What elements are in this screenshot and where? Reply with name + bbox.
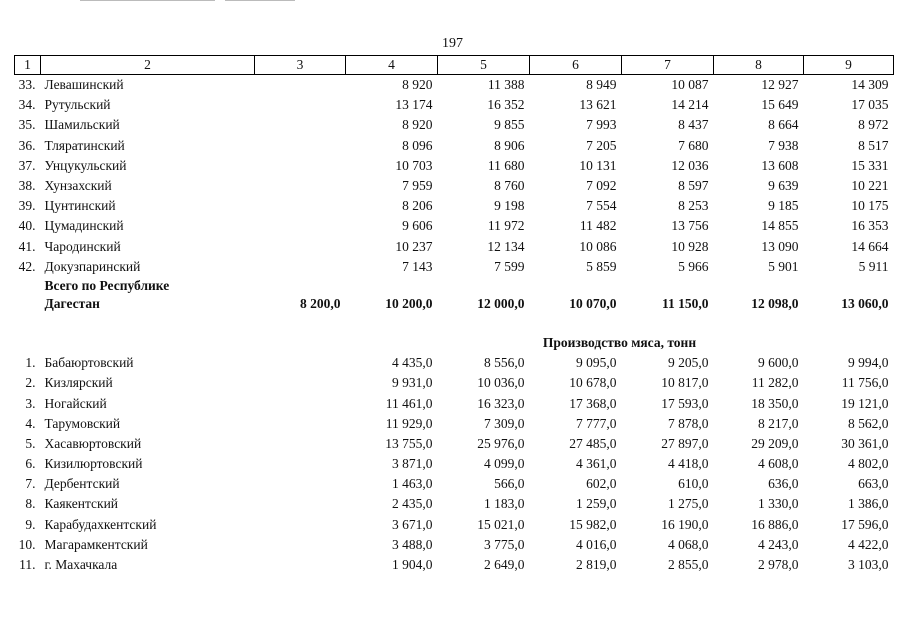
cell-value: 10 175 bbox=[851, 198, 889, 214]
cell-value: 4 422,0 bbox=[848, 536, 889, 552]
cell-value: 8 096 bbox=[402, 137, 433, 153]
header-col-8: 8 bbox=[714, 56, 804, 75]
cell-value: 27 485,0 bbox=[569, 435, 617, 451]
district-name: Бабаюртовский bbox=[44, 355, 134, 371]
cell-value: 11 680 bbox=[487, 157, 525, 173]
table-row bbox=[15, 237, 894, 257]
table-row bbox=[15, 494, 894, 514]
total-value: 10 200,0 bbox=[385, 295, 433, 311]
district-name: Кизлярский bbox=[44, 375, 113, 391]
cell-value: 9 994,0 bbox=[848, 355, 889, 371]
cell-value: 13 755,0 bbox=[385, 435, 433, 451]
table-row bbox=[15, 414, 894, 434]
cell-value: 5 859 bbox=[586, 258, 617, 274]
cell-value bbox=[255, 196, 346, 216]
cell-value: 11 461,0 bbox=[385, 395, 433, 411]
cell-value: 14 855 bbox=[761, 218, 799, 234]
total-row bbox=[15, 295, 894, 313]
district-name: Чародинский bbox=[44, 238, 121, 254]
district-name: Тарумовский bbox=[44, 415, 121, 431]
cell-value: 11 282,0 bbox=[751, 375, 799, 391]
row-index: 9. bbox=[25, 516, 36, 532]
cell-value: 10 928 bbox=[671, 238, 709, 254]
cell-value bbox=[255, 373, 346, 393]
cell-value: 8 437 bbox=[678, 117, 709, 133]
cell-value bbox=[255, 535, 346, 555]
table-body-meat-production bbox=[15, 353, 894, 575]
table-row bbox=[15, 393, 894, 413]
row-index: 2. bbox=[25, 375, 36, 391]
cell-value: 17 035 bbox=[851, 97, 889, 113]
district-name: Рутульский bbox=[44, 97, 111, 113]
cell-value: 8 206 bbox=[402, 198, 433, 214]
header-col-1: 1 bbox=[15, 56, 41, 75]
table-row bbox=[15, 176, 894, 196]
cell-value: 18 350,0 bbox=[751, 395, 799, 411]
total-value: 12 098,0 bbox=[751, 295, 799, 311]
cell-value: 13 174 bbox=[395, 97, 433, 113]
table-row bbox=[15, 353, 894, 373]
cell-value: 7 205 bbox=[586, 137, 617, 153]
cell-value: 10 087 bbox=[671, 77, 709, 93]
district-name: Магарамкентский bbox=[44, 536, 148, 552]
district-name: Шамильский bbox=[44, 117, 120, 133]
cell-value: 10 221 bbox=[851, 178, 889, 194]
district-name: Хасавюртовский bbox=[44, 435, 142, 451]
cell-value: 7 599 bbox=[494, 258, 525, 274]
table-row bbox=[15, 454, 894, 474]
cell-value: 602,0 bbox=[586, 476, 617, 492]
total-label-line2: Дагестан bbox=[44, 295, 100, 311]
cell-value: 9 855 bbox=[494, 117, 525, 133]
district-name: Карабудахкентский bbox=[44, 516, 157, 532]
page-number: 197 bbox=[442, 36, 463, 51]
table-body-districts bbox=[15, 75, 894, 277]
cell-value: 8 217,0 bbox=[758, 415, 799, 431]
district-name: Унцукульский bbox=[44, 157, 127, 173]
table-row bbox=[15, 434, 894, 454]
cell-value: 9 606 bbox=[402, 218, 433, 234]
cell-value: 19 121,0 bbox=[841, 395, 889, 411]
cell-value: 29 209,0 bbox=[751, 435, 799, 451]
cell-value: 4 418,0 bbox=[668, 456, 709, 472]
cell-value: 3 775,0 bbox=[484, 536, 525, 552]
cell-value: 7 309,0 bbox=[484, 415, 525, 431]
cell-value bbox=[255, 176, 346, 196]
district-name: г. Махачкала bbox=[44, 557, 118, 573]
cell-value: 10 131 bbox=[579, 157, 617, 173]
cell-value: 10 817,0 bbox=[661, 375, 709, 391]
header-col-9: 9 bbox=[804, 56, 894, 75]
cell-value bbox=[255, 414, 346, 434]
row-index: 33. bbox=[18, 77, 36, 93]
row-index: 6. bbox=[25, 456, 36, 472]
header-col-6: 6 bbox=[530, 56, 622, 75]
cell-value: 2 978,0 bbox=[758, 557, 799, 573]
cell-value: 15 021,0 bbox=[477, 516, 525, 532]
cell-value: 5 911 bbox=[858, 258, 889, 274]
cell-value: 4 608,0 bbox=[758, 456, 799, 472]
cell-value: 16 886,0 bbox=[751, 516, 799, 532]
district-name: Дербентский bbox=[44, 476, 120, 492]
cell-value: 636,0 bbox=[768, 476, 799, 492]
cell-value: 14 664 bbox=[851, 238, 889, 254]
cell-value: 663,0 bbox=[858, 476, 889, 492]
header-col-2: 2 bbox=[41, 56, 255, 75]
cell-value: 12 134 bbox=[487, 238, 525, 254]
cell-value: 7 680 bbox=[678, 137, 709, 153]
cell-value: 4 435,0 bbox=[392, 355, 433, 371]
cell-value: 10 086 bbox=[579, 238, 617, 254]
row-index: 4. bbox=[25, 415, 36, 431]
cell-value: 10 678,0 bbox=[569, 375, 617, 391]
section-heading-row bbox=[15, 333, 894, 353]
row-index: 41. bbox=[18, 238, 36, 254]
table-row bbox=[15, 136, 894, 156]
table-row bbox=[15, 196, 894, 216]
table-row bbox=[15, 555, 894, 575]
header-col-7: 7 bbox=[622, 56, 714, 75]
cell-value: 10 237 bbox=[395, 238, 433, 254]
cell-value: 17 368,0 bbox=[569, 395, 617, 411]
district-name: Левашинский bbox=[44, 77, 124, 93]
cell-value: 1 259,0 bbox=[576, 496, 617, 512]
cell-value: 8 920 bbox=[402, 117, 433, 133]
cell-value: 2 819,0 bbox=[576, 557, 617, 573]
cell-value: 16 353 bbox=[851, 218, 889, 234]
cell-value: 3 671,0 bbox=[392, 516, 433, 532]
cell-value: 14 214 bbox=[671, 97, 709, 113]
cell-value: 15 649 bbox=[761, 97, 799, 113]
district-name: Кизилюртовский bbox=[44, 456, 143, 472]
header-col-4: 4 bbox=[346, 56, 438, 75]
cell-value: 1 463,0 bbox=[392, 476, 433, 492]
district-name: Докузпаринский bbox=[44, 258, 141, 274]
cell-value: 610,0 bbox=[678, 476, 709, 492]
cell-value: 4 099,0 bbox=[484, 456, 525, 472]
data-table bbox=[14, 55, 894, 575]
row-index: 11. bbox=[19, 557, 36, 573]
cell-value: 7 554 bbox=[586, 198, 617, 214]
cell-value: 4 068,0 bbox=[668, 536, 709, 552]
cell-value bbox=[255, 494, 346, 514]
cell-value: 7 959 bbox=[402, 178, 433, 194]
cell-value bbox=[255, 216, 346, 236]
cell-value: 9 198 bbox=[494, 198, 525, 214]
row-index: 36. bbox=[18, 137, 36, 153]
cell-value: 9 639 bbox=[768, 178, 799, 194]
cell-value bbox=[255, 95, 346, 115]
cell-value: 8 760 bbox=[494, 178, 525, 194]
cell-value: 12 036 bbox=[671, 157, 709, 173]
cell-value: 8 597 bbox=[678, 178, 709, 194]
table-row bbox=[15, 75, 894, 96]
total-value: 11 150,0 bbox=[661, 295, 709, 311]
cell-value bbox=[255, 115, 346, 135]
cell-value: 1 275,0 bbox=[668, 496, 709, 512]
row-index: 39. bbox=[18, 198, 36, 214]
cell-value: 8 562,0 bbox=[848, 415, 889, 431]
row-index: 35. bbox=[18, 117, 36, 133]
cell-value: 9 931,0 bbox=[392, 375, 433, 391]
row-index: 37. bbox=[18, 157, 36, 173]
cell-value bbox=[255, 136, 346, 156]
cell-value: 8 920 bbox=[402, 77, 433, 93]
table-row bbox=[15, 95, 894, 115]
total-value: 12 000,0 bbox=[477, 295, 525, 311]
cell-value: 1 386,0 bbox=[848, 496, 889, 512]
cell-value bbox=[255, 257, 346, 277]
row-index: 42. bbox=[18, 258, 36, 274]
cell-value: 4 016,0 bbox=[576, 536, 617, 552]
table-row bbox=[15, 216, 894, 236]
cell-value bbox=[255, 515, 346, 535]
cell-value: 1 330,0 bbox=[758, 496, 799, 512]
row-index: 10. bbox=[18, 536, 36, 552]
header-col-5: 5 bbox=[438, 56, 530, 75]
cell-value: 3 871,0 bbox=[392, 456, 433, 472]
cell-value: 7 938 bbox=[768, 137, 799, 153]
top-edge-line-right bbox=[225, 0, 295, 1]
cell-value: 17 596,0 bbox=[841, 516, 889, 532]
total-value: 8 200,0 bbox=[300, 295, 341, 311]
cell-value bbox=[255, 555, 346, 575]
table-total bbox=[15, 277, 894, 353]
cell-value: 10 036,0 bbox=[477, 375, 525, 391]
table-row bbox=[15, 156, 894, 176]
cell-value: 16 352 bbox=[487, 97, 525, 113]
cell-value: 11 482 bbox=[579, 218, 617, 234]
cell-value bbox=[255, 353, 346, 373]
row-index: 38. bbox=[18, 178, 36, 194]
table-row bbox=[15, 115, 894, 135]
cell-value: 13 090 bbox=[761, 238, 799, 254]
cell-value: 5 966 bbox=[678, 258, 709, 274]
district-name: Хунзахский bbox=[44, 178, 112, 194]
cell-value: 13 756 bbox=[671, 218, 709, 234]
cell-value: 8 253 bbox=[678, 198, 709, 214]
cell-value: 11 972 bbox=[487, 218, 525, 234]
cell-value: 14 309 bbox=[851, 77, 889, 93]
cell-value: 8 972 bbox=[858, 117, 889, 133]
table-row bbox=[15, 474, 894, 494]
cell-value: 11 756,0 bbox=[841, 375, 889, 391]
cell-value: 7 878,0 bbox=[668, 415, 709, 431]
total-value: 10 070,0 bbox=[569, 295, 617, 311]
cell-value: 2 435,0 bbox=[392, 496, 433, 512]
cell-value: 4 361,0 bbox=[576, 456, 617, 472]
cell-value: 7 993 bbox=[586, 117, 617, 133]
cell-value: 4 243,0 bbox=[758, 536, 799, 552]
row-index: 3. bbox=[25, 395, 36, 411]
table-row bbox=[15, 373, 894, 393]
row-index: 40. bbox=[18, 218, 36, 234]
header-col-3: 3 bbox=[255, 56, 346, 75]
cell-value: 2 649,0 bbox=[484, 557, 525, 573]
district-name: Каякентский bbox=[44, 496, 119, 512]
cell-value: 17 593,0 bbox=[661, 395, 709, 411]
cell-value: 3 103,0 bbox=[848, 557, 889, 573]
cell-value: 11 929,0 bbox=[385, 415, 433, 431]
row-index: 1. bbox=[25, 355, 36, 371]
cell-value: 9 600,0 bbox=[758, 355, 799, 371]
row-index: 8. bbox=[25, 496, 36, 512]
cell-value: 1 904,0 bbox=[392, 557, 433, 573]
district-name: Ногайский bbox=[44, 395, 107, 411]
cell-value bbox=[255, 454, 346, 474]
cell-value: 10 703 bbox=[395, 157, 433, 173]
cell-value: 9 205,0 bbox=[668, 355, 709, 371]
cell-value: 8 556,0 bbox=[484, 355, 525, 371]
cell-value: 8 664 bbox=[768, 117, 799, 133]
cell-value: 7 777,0 bbox=[576, 415, 617, 431]
cell-value bbox=[255, 237, 346, 257]
cell-value: 15 331 bbox=[851, 157, 889, 173]
cell-value bbox=[255, 434, 346, 454]
cell-value: 566,0 bbox=[494, 476, 525, 492]
cell-value: 15 982,0 bbox=[569, 516, 617, 532]
cell-value: 8 517 bbox=[858, 137, 889, 153]
total-row-line1 bbox=[15, 277, 894, 295]
cell-value: 7 143 bbox=[402, 258, 433, 274]
cell-value: 16 190,0 bbox=[661, 516, 709, 532]
cell-value: 4 802,0 bbox=[848, 456, 889, 472]
row-index: 34. bbox=[18, 97, 36, 113]
cell-value: 30 361,0 bbox=[841, 435, 889, 451]
section-title: Производство мяса, тонн bbox=[542, 334, 697, 350]
cell-value bbox=[255, 75, 346, 96]
total-value: 13 060,0 bbox=[841, 295, 889, 311]
cell-value: 9 095,0 bbox=[576, 355, 617, 371]
table-row bbox=[15, 257, 894, 277]
cell-value: 16 323,0 bbox=[477, 395, 525, 411]
cell-value: 13 621 bbox=[579, 97, 617, 113]
table-row bbox=[15, 535, 894, 555]
row-index: 5. bbox=[25, 435, 36, 451]
cell-value bbox=[255, 393, 346, 413]
total-label-line1: Всего по Республике bbox=[44, 277, 170, 293]
cell-value: 5 901 bbox=[768, 258, 799, 274]
top-edge-line-left bbox=[80, 0, 215, 1]
row-index: 7. bbox=[25, 476, 36, 492]
cell-value: 11 388 bbox=[487, 77, 525, 93]
cell-value bbox=[255, 156, 346, 176]
district-name: Тляратинский bbox=[44, 137, 125, 153]
cell-value: 27 897,0 bbox=[661, 435, 709, 451]
column-number-header bbox=[15, 56, 894, 75]
district-name: Цунтинский bbox=[44, 198, 116, 214]
cell-value: 13 608 bbox=[761, 157, 799, 173]
cell-value: 9 185 bbox=[768, 198, 799, 214]
cell-value: 7 092 bbox=[586, 178, 617, 194]
cell-value bbox=[255, 474, 346, 494]
cell-value: 8 949 bbox=[586, 77, 617, 93]
cell-value: 3 488,0 bbox=[392, 536, 433, 552]
table-row bbox=[15, 515, 894, 535]
district-name: Цумадинский bbox=[44, 218, 124, 234]
cell-value: 2 855,0 bbox=[668, 557, 709, 573]
cell-value: 25 976,0 bbox=[477, 435, 525, 451]
cell-value: 1 183,0 bbox=[484, 496, 525, 512]
cell-value: 8 906 bbox=[494, 137, 525, 153]
cell-value: 12 927 bbox=[761, 77, 799, 93]
